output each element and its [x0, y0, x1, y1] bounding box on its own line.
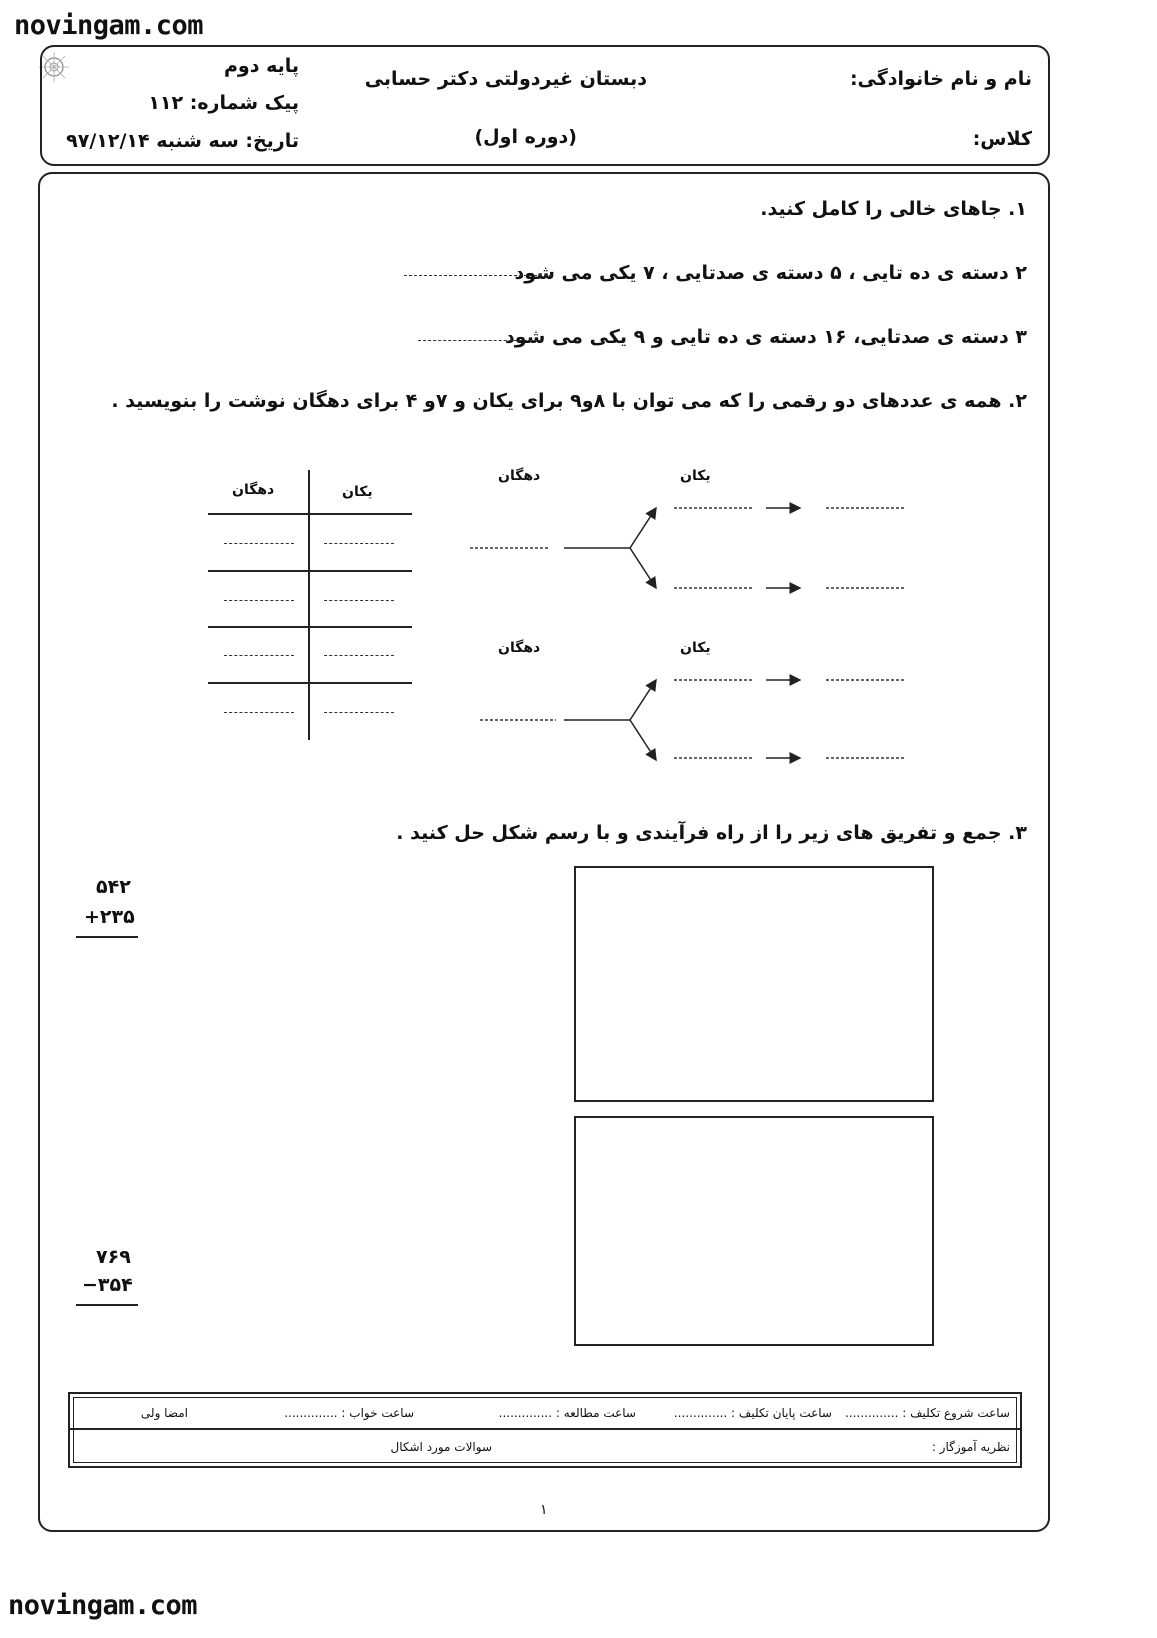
subtraction-underline [76, 1304, 138, 1306]
student-name-label: نام و نام خانوادگی: [849, 68, 1032, 90]
table-header-tens: دهگان [232, 482, 275, 498]
subtraction-top: ۷۶۹ [96, 1246, 131, 1268]
footer-sleep-time: ساعت خواب : .............. [284, 1406, 414, 1420]
tree1-diagram [460, 490, 920, 600]
class-label: کلاس: [972, 128, 1032, 150]
tree2-label-tens: دهگان [498, 640, 541, 656]
table-divider [308, 470, 310, 740]
period-label: (دوره اول) [474, 126, 577, 148]
tree2-label-ones: یکان [680, 640, 711, 656]
q1-line1: ۲ دسته ی ده تایی ، ۵ دسته ی صدتایی ، ۷ یکی می شود [514, 262, 1027, 284]
table-cell-tens[interactable] [224, 543, 294, 544]
footer-problem-questions: سوالات مورد اشکال [390, 1440, 492, 1454]
table-row-line [208, 570, 412, 572]
table-cell-ones[interactable] [324, 543, 394, 544]
tree1-label-tens: دهگان [498, 468, 541, 484]
addition-top: ۵۴۲ [96, 876, 131, 898]
grade-label: پایه دوم [223, 55, 299, 77]
footer-study-time: ساعت مطالعه : .............. [498, 1406, 636, 1420]
table-row-line [208, 626, 412, 628]
table-row-line [208, 682, 412, 684]
addition-underline [76, 936, 138, 938]
pack-number: پیک شماره: ۱۱۲ [148, 92, 299, 114]
footer-row-divider [70, 1428, 1020, 1430]
table-cell-tens[interactable] [224, 712, 294, 713]
footer-end-time: ساعت پایان تکلیف : .............. [673, 1406, 832, 1420]
q1-blank2[interactable] [418, 340, 542, 341]
table-cell-ones[interactable] [324, 712, 394, 713]
subtraction-bottom: −۳۵۴ [82, 1274, 133, 1296]
tree1-label-ones: یکان [680, 468, 711, 484]
table-header-line [208, 513, 412, 515]
place-value-table [208, 470, 412, 740]
footer-parent-signature: امضا ولی [140, 1406, 188, 1420]
table-cell-tens[interactable] [224, 655, 294, 656]
table-header-ones: یکان [342, 484, 373, 500]
addition-bottom: +۲۳۵ [84, 906, 135, 928]
subtraction-drawing-box[interactable] [574, 1116, 934, 1346]
addition-drawing-box[interactable] [574, 866, 934, 1102]
q3-prompt: ۳. جمع و تفریق های زیر را از راه فرآیندی و با رسم شکل حل کنید . [396, 822, 1027, 844]
footer-table [68, 1392, 1022, 1468]
footer-teacher-comment: نظریه آموزگار : [931, 1440, 1010, 1454]
school-name: دبستان غیردولتی دکتر حسابی [364, 68, 647, 90]
date-label: تاریخ: سه شنبه ۹۷/۱۲/۱۴ [66, 130, 299, 152]
page-number: ۱ [540, 1502, 548, 1518]
table-cell-ones[interactable] [324, 655, 394, 656]
footer-start-time: ساعت شروع تکلیف : .............. [845, 1406, 1010, 1420]
watermark-top: novingam.com [14, 10, 204, 41]
table-cell-tens[interactable] [224, 600, 294, 601]
q2-prompt: ۲. همه ی عددهای دو رقمی را که می توان با ۸و۹ برای یکان و ۷و ۴ برای دهگان نوشت را بنویسید . [111, 390, 1027, 412]
table-cell-ones[interactable] [324, 600, 394, 601]
q1-blank1[interactable] [404, 275, 552, 276]
watermark-bottom: novingam.com [8, 1590, 198, 1621]
q1-prompt: ۱. جاهای خالی را کامل کنید. [760, 198, 1027, 220]
tree2-diagram [460, 662, 920, 772]
q1-line2: ۳ دسته ی صدتایی، ۱۶ دسته ی ده تایی و ۹ یکی می شود [505, 326, 1027, 348]
